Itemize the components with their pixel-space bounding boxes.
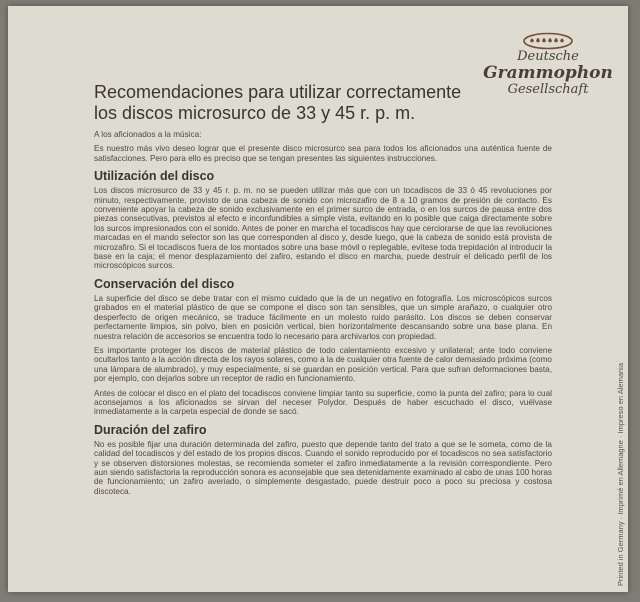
tulip-crown-icon	[522, 32, 574, 50]
document-title: Recomendaciones para utilizar correctamente los discos microsurco de 33 y 45 r. p. m.	[94, 82, 462, 123]
conservacion-paragraph-1: La superficie del disco se debe tratar con el mismo cuidado que la de un negativo en fotografía. Los microscópicos surcos grabados en el material plástico de que se compone el disco son tan sensibles, que un simple arañazo, o cualquier otro desperfecto de origen mecánico, se traduce fácilmente en un molesto ruido parásito. Los discos se deben conservar perfectamente limpios, sin polvo, bien en posición vertical, bien horizontalmente descansando sobre una base plana. En nuestra relación de accesorios se encuentra todo lo necesario para archivarlos con propiedad.	[94, 293, 552, 341]
printed-in-germany-strip	[604, 268, 625, 588]
section-heading-conservacion: Conservación del disco	[94, 276, 235, 291]
greeting: A los aficionados a la música:	[94, 130, 202, 139]
logo-gesellschaft: Gesellschaft	[507, 81, 589, 97]
document-body	[94, 130, 552, 501]
logo-grammophon: Grammophon	[483, 63, 613, 84]
logo-deutsche: Deutsche	[517, 49, 579, 64]
document-sheet	[8, 6, 628, 592]
dgg-logo	[478, 32, 618, 97]
conservacion-paragraph-2: Es importante proteger los discos de material plástico de todo calentamiento excesivo y unilateral; ante todo conviene ocultarlos tanto a la acción directa de los rayos solares, como a la de cualquier otra fuente de calor demasiado próxima (como una lámpara de alumbrado), y muy especialmente, si se guardan en posición vertical. Para que sufran deformaciones basta, por ejemplo, con dejarlos sobre un receptor de radio en funcionamiento.	[94, 345, 552, 384]
section-heading-utilizacion: Utilización del disco	[94, 169, 215, 184]
duracion-paragraph: No es posible fijar una duración determinada del zafiro, puesto que depende tanto del trato a que se le someta, como de la calidad del tocadiscos y del estado de los propios discos. Cuando el sonido reproducido por el tocadiscos no sea satisfactorio y se observen distorsiones molestas, se recomienda someter el zafiro inmediatamente a la revisión correspondiente. Pero aun siendo satisfactoria la reproducción sonora es aconsejable que sea detenidamente examinado al cabo de unas 100 horas de funcionamiento; un zafiro averiado, o simplemente desgastado, puede destruir poco a poco su preciosa y costosa discoteca.	[94, 439, 552, 496]
intro-paragraph: Es nuestro más vivo deseo lograr que el presente disco microsurco sea para todos los aficionados una auténtica fuente de satisfacciones. Pero para ello es preciso que se tengan presentes las siguientes instrucciones.	[94, 144, 552, 163]
section-heading-duracion: Duración del zafiro	[94, 422, 207, 437]
utilizacion-paragraph: Los discos microsurco de 33 y 45 r. p. m. no se pueden utilizar más que con un tocadiscos de 33 ó 45 revoluciones por minuto, respectivamente, provisto de una cabeza de sonido con microzafiro de 8 a 10 gramos de presión de contacto. Es conveniente apoyar la cabeza de sonido exclusivamente en el primer surco de entrada, o en los surcos de pausa entre dos piezas consecutivas, previstos al efecto e inconfundibles a simple vista, evitando en lo posible que caiga directamente sobre los surcos impresionados con el sonido. Antes de poner en marcha el tocadiscos hay que cerciorarse de que las revoluciones marcadas en el mando selector son las que corresponden al disco y, desde luego, que la cabeza de sonido está provista de microzafiro. Si el tocadiscos fuera de los montados sobre una base móvil o replegable, evítese toda trepidación al introducir la base en la caja; el menor desplazamiento del zafiro, estando el disco en marcha, puede destruir el delicado perfil de los microscópicos surcos.	[94, 186, 552, 271]
printed-in-germany-text: Printed in Germany · Imprimé en Allemagne · Impreso en Alemania	[616, 362, 625, 586]
conservacion-paragraph-3: Antes de colocar el disco en el plato del tocadiscos conviene limpiar tanto su superficie, como la punta del zafiro; para lo cual aconsejamos a los aficionados se sirvan del neceser Polydor. Después de haber escuchado el disco, vuélvase inmediatamente a la carpeta especial de donde se sacó.	[94, 388, 552, 417]
